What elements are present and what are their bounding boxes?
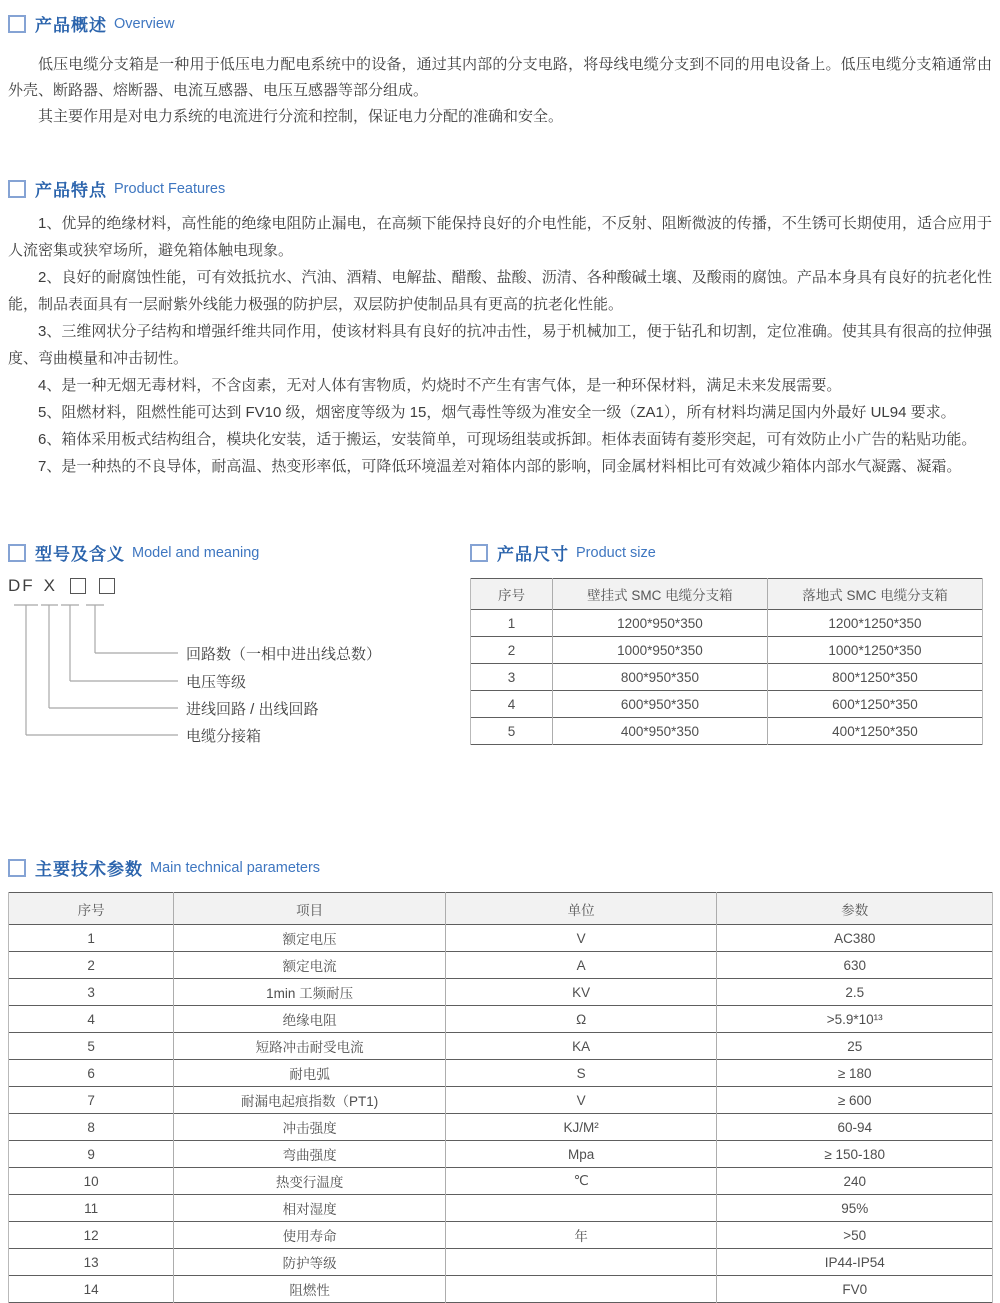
product-size-table-body bbox=[471, 610, 983, 745]
table-cell: 13 bbox=[9, 1249, 174, 1276]
table-cell: 耐漏电起痕指数（PT1) bbox=[174, 1087, 446, 1114]
table-cell: KJ/M² bbox=[445, 1114, 717, 1141]
table-cell: ≥ 180 bbox=[717, 1060, 993, 1087]
table-cell: 使用寿命 bbox=[174, 1222, 446, 1249]
section-marker-icon bbox=[8, 15, 26, 33]
table-cell: 阻燃性 bbox=[174, 1276, 446, 1303]
table-cell: 800*1250*350 bbox=[767, 664, 982, 691]
table-cell: >50 bbox=[717, 1222, 993, 1249]
table-cell: 短路冲击耐受电流 bbox=[174, 1033, 446, 1060]
table-row bbox=[9, 1249, 993, 1276]
table-cell: 冲击强度 bbox=[174, 1114, 446, 1141]
feature-item: 6、箱体采用板式结构组合，模块化安装，适于搬运，安装简单，可现场组装或拆卸。柜体表面铸有菱形突起，可有效防止小广告的粘贴功能。 bbox=[38, 431, 977, 448]
table-cell: AC380 bbox=[717, 925, 993, 952]
table-row bbox=[9, 1033, 993, 1060]
overview-paragraph: 低压电缆分支箱是一种用于低压电力配电系统中的设备，通过其内部的分支电路，将母线电缆分支到不同的用电设备上。低压电缆分支箱通常由外壳、断路器、熔断器、电流互感器、电压互感器等部分组成。 bbox=[8, 56, 992, 99]
product-size-table bbox=[470, 578, 983, 745]
table-row bbox=[471, 691, 983, 718]
model-code-blank-box-icon bbox=[70, 578, 86, 594]
feature-item: 4、是一种无烟无毒材料，不含卤素，无对人体有害物质，灼烧时不产生有害气体，是一种环保材料，满足未来发展需要。 bbox=[38, 377, 842, 394]
table-cell: 弯曲强度 bbox=[174, 1141, 446, 1168]
table-cell: 400*1250*350 bbox=[767, 718, 982, 745]
table-cell: ℃ bbox=[445, 1168, 717, 1195]
size-title-zh: 产品尺寸 bbox=[497, 545, 569, 564]
table-cell: 5 bbox=[471, 718, 553, 745]
section-header-size bbox=[470, 540, 983, 565]
table-cell: 600*1250*350 bbox=[767, 691, 982, 718]
table-row bbox=[9, 1222, 993, 1249]
table-cell: 1200*950*350 bbox=[552, 610, 767, 637]
table-cell: Mpa bbox=[445, 1141, 717, 1168]
technical-parameters-table-head bbox=[9, 893, 993, 925]
table-cell: 4 bbox=[9, 1006, 174, 1033]
table-row bbox=[9, 952, 993, 979]
section-header-model bbox=[8, 540, 470, 565]
table-cell: 8 bbox=[9, 1114, 174, 1141]
table-cell: 热变行温度 bbox=[174, 1168, 446, 1195]
table-cell: 2 bbox=[471, 637, 553, 664]
features-title-zh: 产品特点 bbox=[35, 181, 107, 200]
table-header-cell: 壁挂式 SMC 电缆分支箱 bbox=[552, 579, 767, 610]
model-title-en: Model and meaning bbox=[132, 544, 260, 561]
feature-item: 2、良好的耐腐蚀性能，可有效抵抗水、汽油、酒精、电解盐、醋酸、盐酸、沥清、各种酸碱土壤、及酸雨的腐蚀。产品本身具有良好的抗老化性能，制品表面具有一层耐紫外线能力极强的防护层，双层防护使制品具有更高的抗老化性能。 bbox=[8, 269, 992, 313]
model-label-circuits: 回路数（一相中进出线总数） bbox=[186, 646, 382, 663]
table-cell bbox=[445, 1195, 717, 1222]
table-cell: 1200*1250*350 bbox=[767, 610, 982, 637]
table-row bbox=[9, 1195, 993, 1222]
table-cell: 1 bbox=[471, 610, 553, 637]
table-row bbox=[9, 1114, 993, 1141]
table-row bbox=[9, 1006, 993, 1033]
table-row bbox=[9, 1141, 993, 1168]
table-cell: 2 bbox=[9, 952, 174, 979]
table-row bbox=[471, 637, 983, 664]
model-code-blank-box-icon bbox=[99, 578, 115, 594]
overview-title-en: Overview bbox=[114, 15, 175, 32]
table-cell: 800*950*350 bbox=[552, 664, 767, 691]
table-cell: FV0 bbox=[717, 1276, 993, 1303]
table-cell: V bbox=[445, 1087, 717, 1114]
table-cell: 14 bbox=[9, 1276, 174, 1303]
overview-title-zh: 产品概述 bbox=[35, 16, 107, 35]
table-row bbox=[9, 979, 993, 1006]
table-row bbox=[9, 925, 993, 952]
table-cell: 60-94 bbox=[717, 1114, 993, 1141]
table-cell: 2.5 bbox=[717, 979, 993, 1006]
table-row bbox=[9, 1168, 993, 1195]
table-cell: 9 bbox=[9, 1141, 174, 1168]
model-title-zh: 型号及含义 bbox=[35, 545, 125, 564]
table-cell: KA bbox=[445, 1033, 717, 1060]
table-cell: 1000*1250*350 bbox=[767, 637, 982, 664]
table-header-cell: 序号 bbox=[471, 579, 553, 610]
table-cell: 600*950*350 bbox=[552, 691, 767, 718]
table-cell: 3 bbox=[471, 664, 553, 691]
technical-parameters-table bbox=[8, 892, 993, 1303]
product-size-table-head bbox=[471, 579, 983, 610]
table-header-row bbox=[471, 579, 983, 610]
size-title-en: Product size bbox=[576, 544, 656, 561]
table-row bbox=[471, 664, 983, 691]
table-cell: 1000*950*350 bbox=[552, 637, 767, 664]
table-cell: 25 bbox=[717, 1033, 993, 1060]
table-header-cell: 序号 bbox=[9, 893, 174, 925]
table-cell: 耐电弧 bbox=[174, 1060, 446, 1087]
model-label-boxtype: 电缆分接箱 bbox=[186, 728, 262, 745]
overview-paragraph: 其主要作用是对电力系统的电流进行分流和控制，保证电力分配的准确和安全。 bbox=[38, 108, 564, 125]
model-code bbox=[8, 573, 470, 599]
model-code-diagram bbox=[8, 573, 470, 773]
section-marker-icon bbox=[8, 180, 26, 198]
table-row bbox=[9, 1276, 993, 1303]
feature-item: 3、三维网状分子结构和增强纤维共同作用，使该材料具有良好的抗冲击性，易于机械加工，便于钻孔和切割，定位准确。使其具有很高的拉伸强度、弯曲模量和冲击韧性。 bbox=[8, 323, 992, 367]
feature-item: 7、是一种热的不良导体，耐高温、热变形率低，可降低环境温差对箱体内部的影响，同金属材料相比可有效减少箱体内部水气凝露、凝霜。 bbox=[38, 458, 962, 475]
table-cell: IP44-IP54 bbox=[717, 1249, 993, 1276]
table-cell: 额定电流 bbox=[174, 952, 446, 979]
model-code-x: X bbox=[43, 576, 58, 595]
params-title-zh: 主要技术参数 bbox=[35, 860, 143, 879]
table-cell: 1 bbox=[9, 925, 174, 952]
size-section bbox=[470, 540, 983, 773]
table-cell: 防护等级 bbox=[174, 1249, 446, 1276]
table-cell: 7 bbox=[9, 1087, 174, 1114]
model-label-inout: 进线回路 / 出线回路 bbox=[186, 701, 319, 718]
table-header-cell: 项目 bbox=[174, 893, 446, 925]
features-title-en: Product Features bbox=[114, 180, 226, 197]
technical-parameters-table-body bbox=[9, 925, 993, 1303]
feature-item: 5、阻燃材料，阻燃性能可达到 FV10 级，烟密度等级为 15，烟气毒性等级为准安全一级（ZA1），所有材料均满足国内外最好 UL94 要求。 bbox=[38, 404, 956, 421]
table-cell: KV bbox=[445, 979, 717, 1006]
table-cell: Ω bbox=[445, 1006, 717, 1033]
table-cell: 6 bbox=[9, 1060, 174, 1087]
table-cell: S bbox=[445, 1060, 717, 1087]
feature-item: 1、优异的绝缘材料，高性能的绝缘电阻防止漏电，在高频下能保持良好的介电性能，不反射、阻断微波的传播，不生锈可长期使用，适合应用于人流密集或狭窄场所，避免箱体触电现象。 bbox=[8, 215, 992, 259]
table-cell: 630 bbox=[717, 952, 993, 979]
table-header-cell: 参数 bbox=[717, 893, 993, 925]
features-list bbox=[8, 210, 992, 480]
table-cell: 10 bbox=[9, 1168, 174, 1195]
section-header-params bbox=[8, 855, 992, 880]
table-cell: 额定电压 bbox=[174, 925, 446, 952]
table-cell bbox=[445, 1276, 717, 1303]
table-cell bbox=[445, 1249, 717, 1276]
table-cell: 4 bbox=[471, 691, 553, 718]
model-code-prefix: DF bbox=[8, 576, 35, 595]
model-and-size-row bbox=[8, 540, 992, 773]
table-cell: 95% bbox=[717, 1195, 993, 1222]
table-cell: 5 bbox=[9, 1033, 174, 1060]
section-marker-icon bbox=[8, 544, 26, 562]
params-title-en: Main technical parameters bbox=[150, 859, 321, 876]
table-cell: V bbox=[445, 925, 717, 952]
table-row bbox=[9, 1087, 993, 1114]
table-cell: >5.9*10¹³ bbox=[717, 1006, 993, 1033]
table-cell: 绝缘电阻 bbox=[174, 1006, 446, 1033]
table-cell: ≥ 150-180 bbox=[717, 1141, 993, 1168]
table-cell: A bbox=[445, 952, 717, 979]
table-cell: 1min 工频耐压 bbox=[174, 979, 446, 1006]
table-cell: ≥ 600 bbox=[717, 1087, 993, 1114]
table-cell: 年 bbox=[445, 1222, 717, 1249]
table-cell: 相对湿度 bbox=[174, 1195, 446, 1222]
table-row bbox=[471, 610, 983, 637]
table-cell: 11 bbox=[9, 1195, 174, 1222]
model-section bbox=[8, 540, 470, 773]
section-marker-icon bbox=[8, 859, 26, 877]
table-header-cell: 单位 bbox=[445, 893, 717, 925]
model-label-voltage: 电压等级 bbox=[186, 674, 247, 691]
table-row bbox=[471, 718, 983, 745]
section-header-features bbox=[8, 176, 992, 201]
table-cell: 240 bbox=[717, 1168, 993, 1195]
table-row bbox=[9, 1060, 993, 1087]
overview-paragraphs bbox=[8, 52, 992, 130]
table-cell: 3 bbox=[9, 979, 174, 1006]
table-cell: 400*950*350 bbox=[552, 718, 767, 745]
section-marker-icon bbox=[470, 544, 488, 562]
table-header-row bbox=[9, 893, 993, 925]
table-header-cell: 落地式 SMC 电缆分支箱 bbox=[767, 579, 982, 610]
table-cell: 12 bbox=[9, 1222, 174, 1249]
section-header-overview bbox=[8, 0, 992, 36]
